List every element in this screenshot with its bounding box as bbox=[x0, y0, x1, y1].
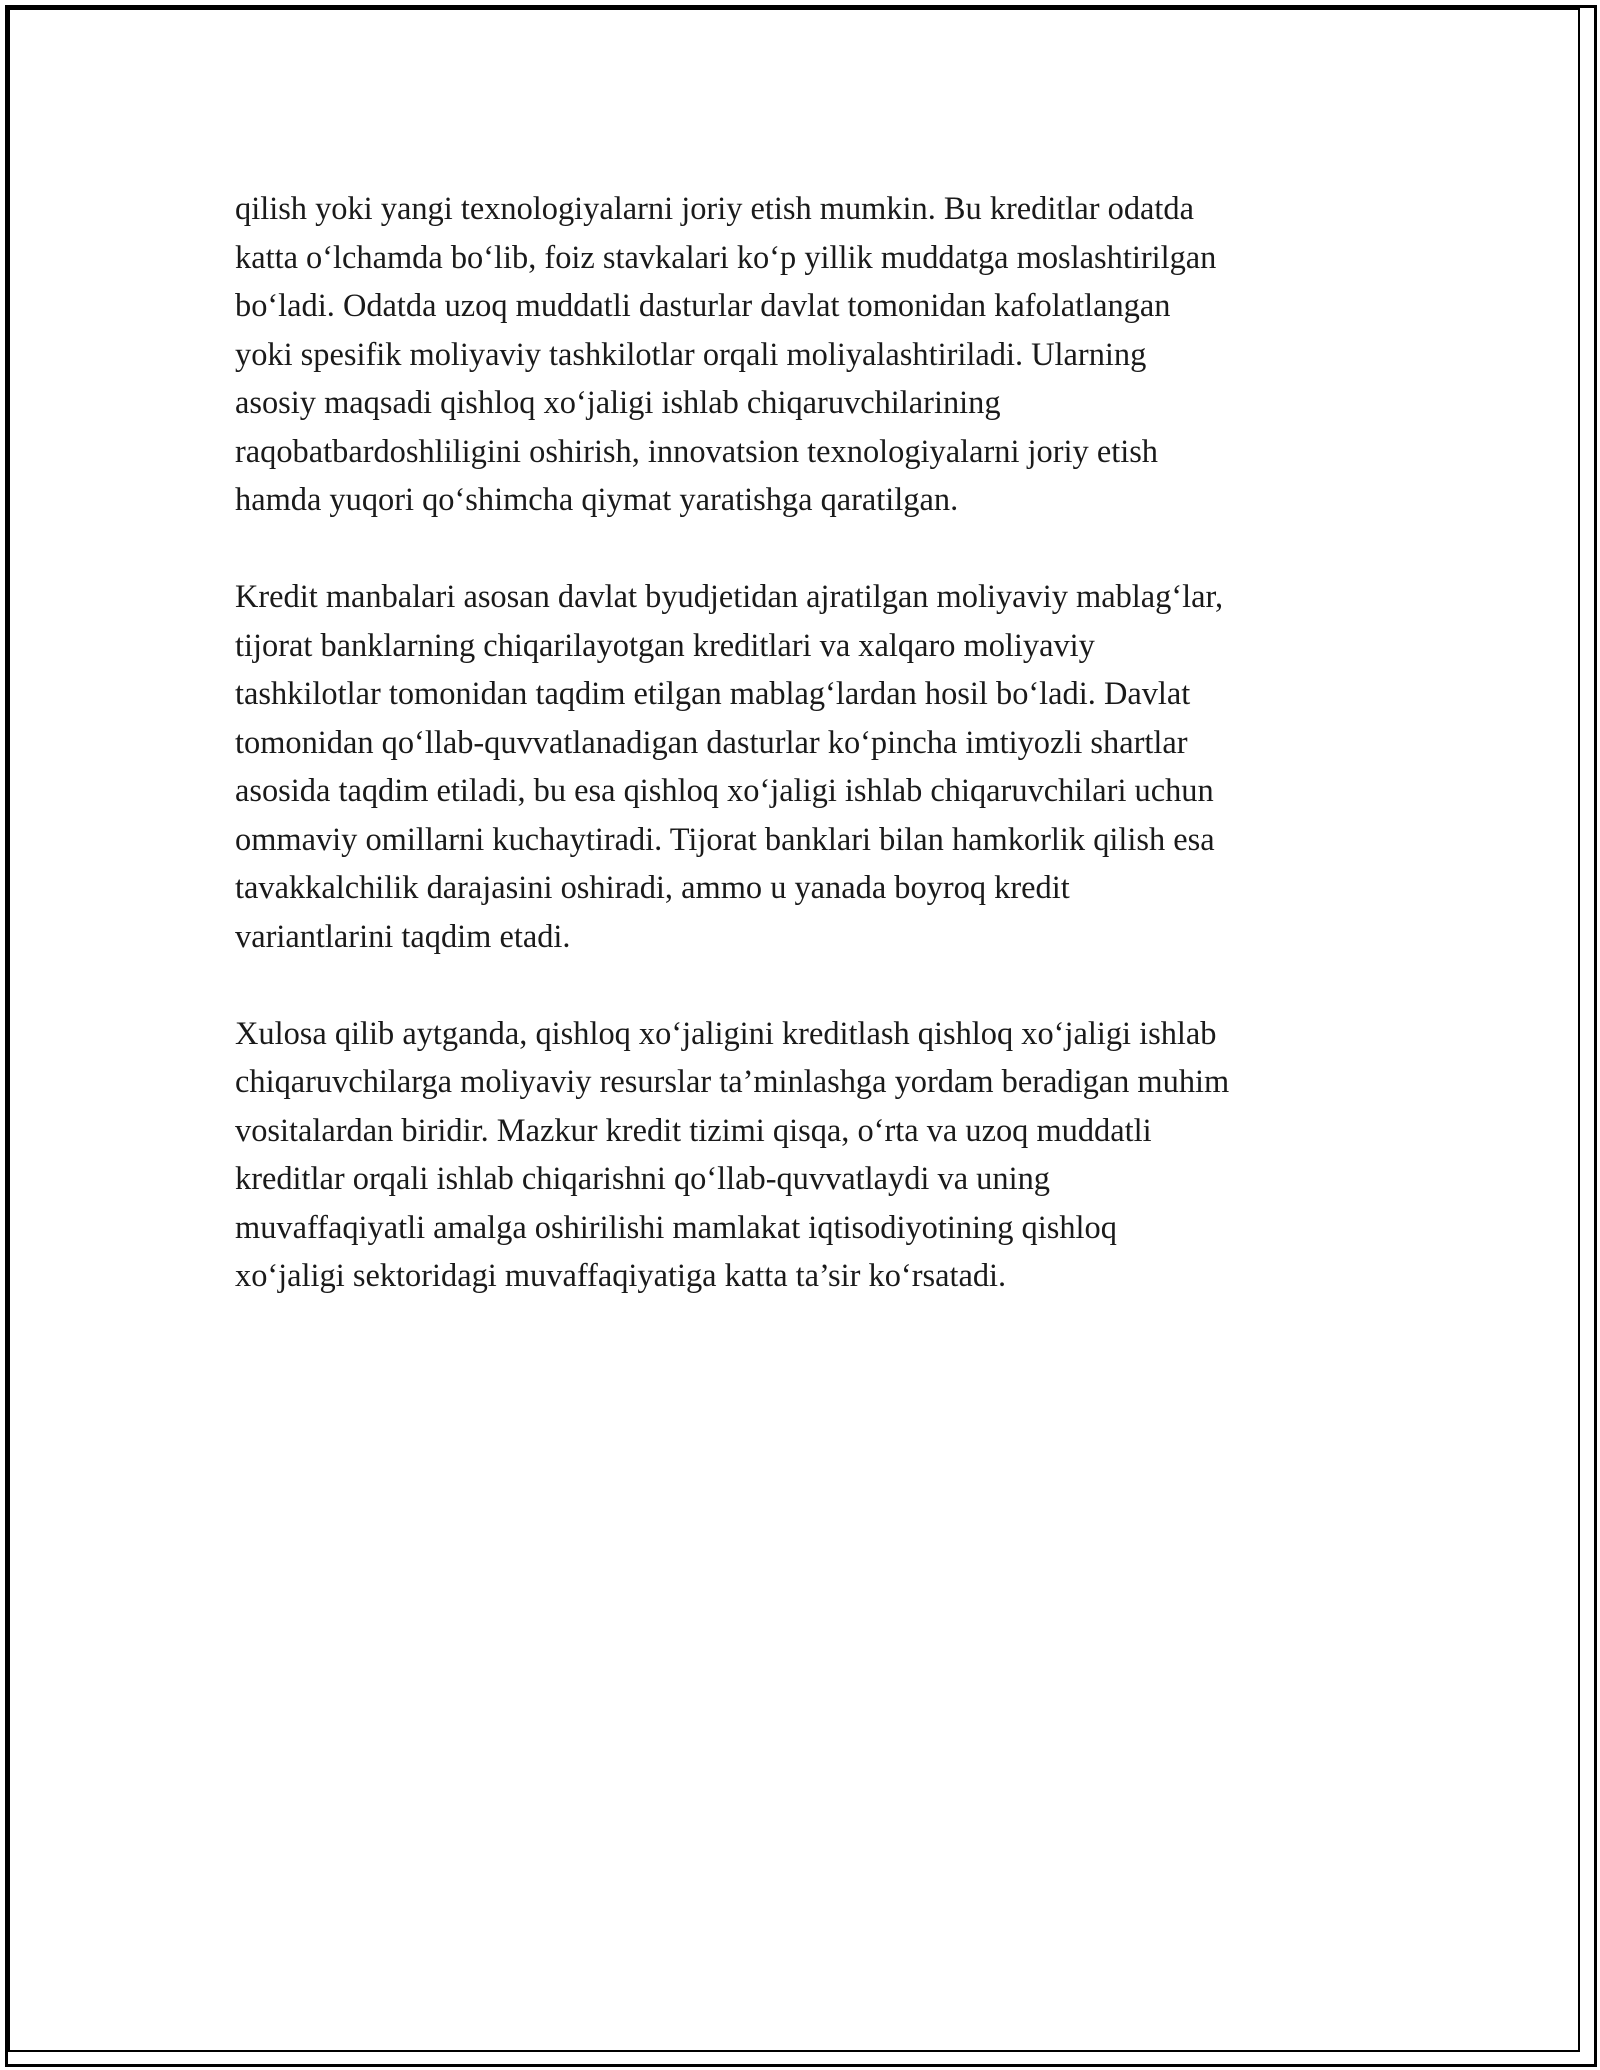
text-line: tavakkalchilik darajasini oshiradi, ammo u yanada boyroq kredit bbox=[235, 870, 1070, 906]
text-line: Xulosa qilib aytganda, qishloq xo‘jaligini kreditlash qishloq xo‘jaligi ishlab bbox=[235, 1015, 1217, 1052]
paragraph-long-term-credits bbox=[235, 185, 1400, 525]
text-line: Kredit manbalari asosan davlat byudjetidan ajratilgan moliyaviy mablag‘lar, bbox=[235, 579, 1224, 615]
paragraph-credit-sources bbox=[235, 573, 1400, 961]
text-line: kreditlar orqali ishlab chiqarishni qo‘llab-quvvatlaydi va uning bbox=[235, 1161, 1050, 1197]
text-line: tomonidan qo‘llab-quvvatlanadigan dasturlar ko‘pincha imtiyozli shartlar bbox=[235, 724, 1188, 761]
text-line: bo‘ladi. Odatda uzoq muddatli dasturlar davlat tomonidan kafolatlangan bbox=[235, 288, 1171, 324]
text-line: hamda yuqori qo‘shimcha qiymat yaratishga qaratilgan. bbox=[235, 482, 959, 518]
text-line: qilish yoki yangi texnologiyalarni joriy etish mumkin. Bu kreditlar odatda bbox=[235, 191, 1194, 227]
text-line: asosiy maqsadi qishloq xo‘jaligi ishlab chiqaruvchilarining bbox=[235, 385, 1001, 421]
text-line: yoki spesifik moliyaviy tashkilotlar orqali moliyalashtiriladi. Ularning bbox=[235, 336, 1147, 373]
text-line: xo‘jaligi sektoridagi muvaffaqiyatiga katta ta’sir ko‘rsatadi. bbox=[235, 1258, 1007, 1294]
text-line: chiqaruvchilarga moliyaviy resurslar ta’minlashga yordam beradigan muhim bbox=[235, 1064, 1230, 1100]
text-line: tijorat banklarning chiqarilayotgan kreditlari va xalqaro moliyaviy bbox=[235, 627, 1095, 664]
text-line: tashkilotlar tomonidan taqdim etilgan mablag‘lardan hosil bo‘ladi. Davlat bbox=[235, 676, 1191, 712]
text-line: ommaviy omillarni kuchaytiradi. Tijorat banklari bilan hamkorlik qilish esa bbox=[235, 821, 1215, 858]
paragraph-conclusion bbox=[235, 1010, 1400, 1301]
text-line: katta o‘lchamda bo‘lib, foiz stavkalari ko‘p yillik muddatga moslashtirilgan bbox=[235, 239, 1217, 276]
text-line: raqobatbardoshliligini oshirish, innovatsion texnologiyalarni joriy etish bbox=[235, 433, 1159, 470]
text-line: muvaffaqiyatli amalga oshirilishi mamlakat iqtisodiyotining qishloq bbox=[235, 1209, 1117, 1246]
text-line: variantlarini taqdim etadi. bbox=[235, 918, 571, 955]
text-line: vositalardan biridir. Mazkur kredit tizimi qisqa, o‘rta va uzoq muddatli bbox=[235, 1112, 1152, 1149]
text-line: asosida taqdim etiladi, bu esa qishloq xo‘jaligi ishlab chiqaruvchilari uchun bbox=[235, 773, 1214, 809]
document-body bbox=[235, 185, 1400, 1349]
